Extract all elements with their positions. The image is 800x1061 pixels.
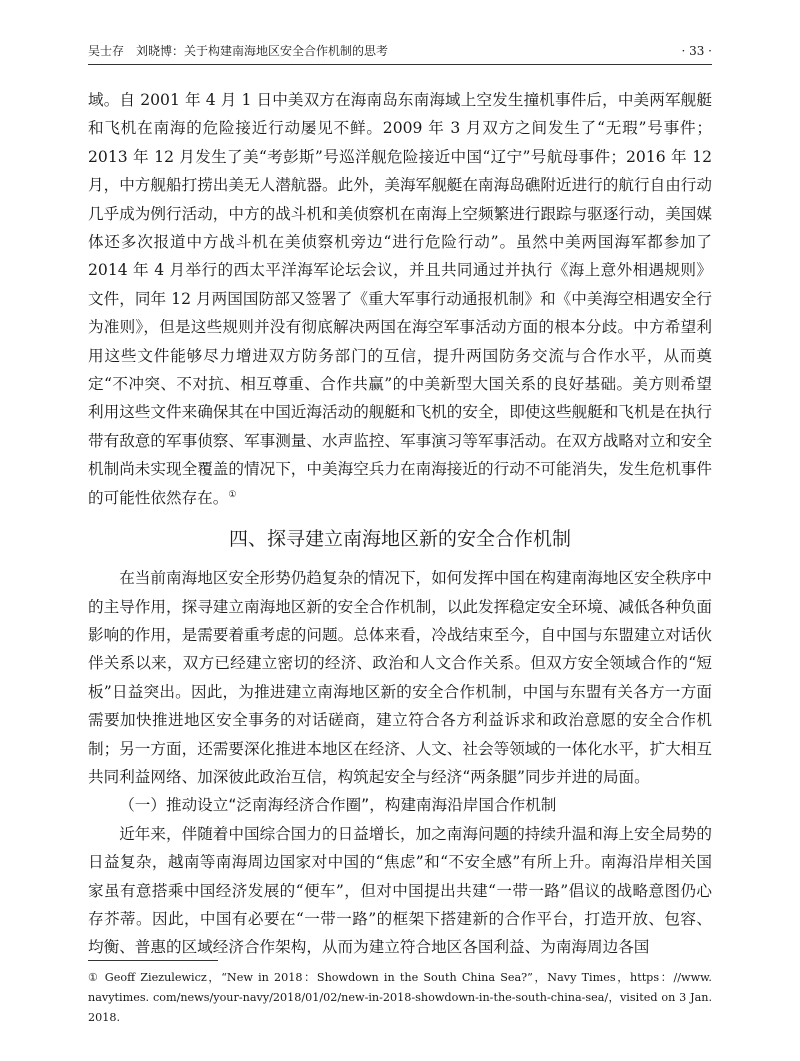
paragraph-continued [88,86,712,512]
section-heading: 四、探寻建立南海地区新的安全合作机制 [228,528,571,551]
running-title: 吴士存 刘晓博：关于构建南海地区安全合作机制的思考 [88,44,389,58]
page-number: · 33 · [681,44,712,58]
running-header [88,40,712,65]
footnote-text: ① Geoff Ziezulewicz，“New in 2018：Showdown in the South China Sea?”，Navy Times，https：//www. navytimes. com/news/your-navy/2018/01/02/new-in-2018-showdown-in-the-south-china-sea/，visited on 3 Jan. 2018. [88,971,712,1024]
footnote-divider [88,960,218,961]
article-body [88,86,712,962]
footnote [88,968,712,1028]
paragraph: 在当前南海地区安全形势仍趋复杂的情况下，如何发挥中国在构建南海地区安全秩序中的主导作用，探寻建立南海地区新的安全合作机制，以此发挥稳定安全环境、减低各种负面影响的作用，是需要着重考虑的问题。总体来看，冷战结束至今，自中国与东盟建立对话伙伴关系以来，双方已经建立密切的经济、政治和人文合作关系。但双方安全领域合作的“短板”日益突出。因此，为推进建立南海地区新的安全合作机制，中国与东盟有关各方一方面需要加快推进地区安全事务的对话磋商，建立符合各方利益诉求和政治意愿的安全合作机制；另一方面，还需要深化推进本地区在经济、人文、社会等领域的一体化水平，扩大相互共同利益网络、加深彼此政治互信，构筑起安全与经济“两条腿”同步并进的局面。 [88,569,712,786]
paragraph-text: 域。自 2001 年 4 月 1 日中美双方在海南岛东南海域上空发生撞机事件后，中美两军舰艇和飞机在南海的危险接近行动屡见不鲜。2009 年 3 月双方之间发生了“无瑕”号事件；2013 年 12 月发生了美“考彭斯”号巡洋舰危险接近中国“辽宁”号航母事件；2016 年 12 月，中方舰船打捞出美无人潜航器。此外，美海军舰艇在南海岛礁附近进行的航行自由行动几乎成为例行活动，中方的战斗机和美侦察机在南海上空频繁进行跟踪与驱逐行动，美国媒体还多次报道中方战斗机在美侦察机旁边“进行危险行动”。虽然中美两国海军都参加了 2014 年 4 月举行的西太平洋海军论坛会议，并且共同通过并执行《海上意外相遇规则》文件，同年 12 月两国国防部又签署了《重大军事行动通报机制》和《中美海空相遇安全行为准则》，但是这些规则并没有彻底解决两国在海空军事活动方面的根本分歧。中方希望利用这些文件能够尽力增进双方防务部门的互信，提升两国防务交流与合作水平，从而奠定“不冲突、不对抗、相互尊重、合作共赢”的中美新型大国关系的良好基础。美方则希望利用这些文件来确保其在中国近海活动的舰艇和飞机的安全，即使这些舰艇和飞机是在执行带有敌意的军事侦察、军事测量、水声监控、军事演习等军事活动。在双方战略对立和安全机制尚未实现全覆盖的情况下，中美海空兵力在南海接近的行动不可能消失，发生危机事件的可能性依然存在。 [88,91,712,507]
footnote-marker[interactable]: ① [228,489,237,500]
subsection-heading: （一）推动设立“泛南海经济合作圈”，构建南海沿岸国合作机制 [119,796,557,815]
paragraph: 近年来，伴随着中国综合国力的日益增长，加之南海问题的持续升温和海上安全局势的日益复杂，越南等南海周边国家对中国的“焦虑”和“不安全感”有所上升。南海沿岸相关国家虽有意搭乘中国经济发展的“便车”，但对中国提出共建“一带一路”倡议的战略意图仍心存芥蒂。因此，中国有必要在“一带一路”的框架下搭建新的合作平台，打造开放、包容、均衡、普惠的区域经济合作架构，从而为建立符合地区各国利益、为南海周边各国 [88,824,712,957]
